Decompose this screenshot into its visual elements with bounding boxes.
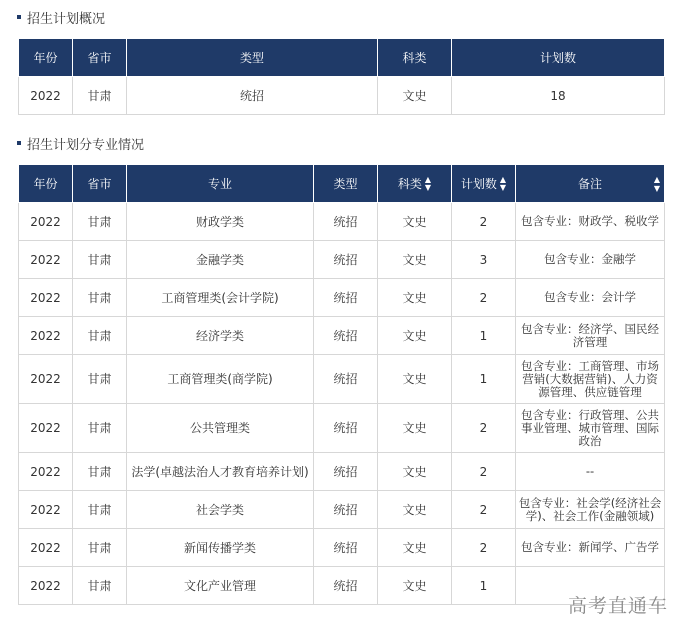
cell-year: 2022 xyxy=(19,404,73,453)
detail-header-year: 年份 xyxy=(19,165,73,203)
cell-major: 文化产业管理 xyxy=(127,567,314,605)
cell-major: 金融学类 xyxy=(127,241,314,279)
cell-province: 甘肃 xyxy=(73,279,127,317)
cell-plan: 1 xyxy=(452,317,516,355)
cell-note: 包含专业：金融学 xyxy=(516,241,665,279)
cell-category: 文史 xyxy=(378,317,452,355)
cell-plan: 2 xyxy=(452,203,516,241)
summary-row xyxy=(19,77,665,115)
cell-category: 文史 xyxy=(378,491,452,529)
cell-major: 公共管理类 xyxy=(127,404,314,453)
table-row xyxy=(19,453,665,491)
cell-category: 文史 xyxy=(378,279,452,317)
table-row xyxy=(19,241,665,279)
summary-header-province: 省市 xyxy=(73,39,127,77)
cell-category: 文史 xyxy=(378,567,452,605)
watermark: 高考直通车 xyxy=(567,595,668,617)
summary-header-plan: 计划数 xyxy=(452,39,665,77)
cell-note: 包含专业：社会学(经济社会学)、社会工作(金融领域) xyxy=(516,491,665,529)
cell-province: 甘肃 xyxy=(73,529,127,567)
cell-province: 甘肃 xyxy=(73,355,127,404)
cell-province: 甘肃 xyxy=(73,317,127,355)
summary-cell-year: 2022 xyxy=(19,77,73,115)
cell-year: 2022 xyxy=(19,317,73,355)
cell-province: 甘肃 xyxy=(73,241,127,279)
cell-category: 文史 xyxy=(378,529,452,567)
cell-major: 经济学类 xyxy=(127,317,314,355)
detail-header-category[interactable] xyxy=(378,165,452,203)
cell-plan: 2 xyxy=(452,404,516,453)
cell-category: 文史 xyxy=(378,404,452,453)
cell-type: 统招 xyxy=(314,279,378,317)
cell-type: 统招 xyxy=(314,241,378,279)
cell-province: 甘肃 xyxy=(73,404,127,453)
cell-plan: 1 xyxy=(452,567,516,605)
cell-province: 甘肃 xyxy=(73,567,127,605)
sort-icon[interactable]: ▲ ▼ xyxy=(424,175,432,193)
cell-year: 2022 xyxy=(19,203,73,241)
detail-header-plan[interactable] xyxy=(452,165,516,203)
cell-note: 包含专业：财政学、税收学 xyxy=(516,203,665,241)
table-row xyxy=(19,404,665,453)
summary-title-text: 招生计划概况 xyxy=(27,11,106,27)
cell-major: 工商管理类(会计学院) xyxy=(127,279,314,317)
cell-note: 包含专业：经济学、国民经济管理 xyxy=(516,317,665,355)
cell-type: 统招 xyxy=(314,567,378,605)
cell-type: 统招 xyxy=(314,317,378,355)
cell-plan: 3 xyxy=(452,241,516,279)
detail-header-type: 类型 xyxy=(314,165,378,203)
cell-category: 文史 xyxy=(378,203,452,241)
bullet-icon xyxy=(17,15,21,19)
cell-plan: 2 xyxy=(452,529,516,567)
cell-major: 新闻传播学类 xyxy=(127,529,314,567)
cell-type: 统招 xyxy=(314,404,378,453)
cell-note: -- xyxy=(516,453,665,491)
cell-type: 统招 xyxy=(314,203,378,241)
summary-cell-category: 文史 xyxy=(378,77,452,115)
summary-table xyxy=(18,38,665,115)
cell-year: 2022 xyxy=(19,453,73,491)
cell-major: 法学(卓越法治人才教育培养计划) xyxy=(127,453,314,491)
cell-category: 文史 xyxy=(378,453,452,491)
table-row xyxy=(19,491,665,529)
detail-header-note[interactable] xyxy=(516,165,665,203)
summary-cell-plan: 18 xyxy=(452,77,665,115)
cell-major: 财政学类 xyxy=(127,203,314,241)
bullet-icon xyxy=(17,141,21,145)
summary-header-year: 年份 xyxy=(19,39,73,77)
summary-section-title xyxy=(17,7,105,27)
cell-type: 统招 xyxy=(314,453,378,491)
cell-type: 统招 xyxy=(314,355,378,404)
cell-plan: 2 xyxy=(452,491,516,529)
cell-plan: 2 xyxy=(452,453,516,491)
cell-major: 工商管理类(商学院) xyxy=(127,355,314,404)
cell-year: 2022 xyxy=(19,567,73,605)
summary-header-type: 类型 xyxy=(127,39,378,77)
cell-plan: 1 xyxy=(452,355,516,404)
detail-title-text: 招生计划分专业情况 xyxy=(27,137,145,153)
summary-header-row xyxy=(19,39,665,77)
sort-icon[interactable]: ▲ ▼ xyxy=(653,174,660,193)
table-row xyxy=(19,279,665,317)
cell-note: 包含专业：工商管理、市场营销(大数据营销)、人力资源管理、供应链管理 xyxy=(516,355,665,404)
cell-year: 2022 xyxy=(19,241,73,279)
table-row xyxy=(19,529,665,567)
cell-type: 统招 xyxy=(314,529,378,567)
detail-header-province: 省市 xyxy=(73,165,127,203)
detail-header-row xyxy=(19,165,665,203)
cell-category: 文史 xyxy=(378,241,452,279)
cell-note: 包含专业：新闻学、广告学 xyxy=(516,529,665,567)
cell-plan: 2 xyxy=(452,279,516,317)
cell-type: 统招 xyxy=(314,491,378,529)
cell-year: 2022 xyxy=(19,491,73,529)
detail-header-category-label: 科类 xyxy=(397,176,422,191)
cell-province: 甘肃 xyxy=(73,203,127,241)
table-row xyxy=(19,317,665,355)
table-row xyxy=(19,355,665,404)
summary-cell-type: 统招 xyxy=(127,77,378,115)
detail-header-plan-label: 计划数 xyxy=(460,176,497,191)
cell-major: 社会学类 xyxy=(127,491,314,529)
cell-note: 包含专业：行政管理、公共事业管理、城市管理、国际政治 xyxy=(516,404,665,453)
sort-icon[interactable]: ▲ ▼ xyxy=(499,175,507,193)
cell-note: 包含专业：会计学 xyxy=(516,279,665,317)
detail-header-major: 专业 xyxy=(127,165,314,203)
summary-header-category: 科类 xyxy=(378,39,452,77)
cell-year: 2022 xyxy=(19,529,73,567)
detail-table xyxy=(18,164,665,605)
detail-header-note-label: 备注 xyxy=(577,177,602,191)
cell-province: 甘肃 xyxy=(73,491,127,529)
cell-year: 2022 xyxy=(19,279,73,317)
summary-cell-province: 甘肃 xyxy=(73,77,127,115)
cell-year: 2022 xyxy=(19,355,73,404)
cell-province: 甘肃 xyxy=(73,453,127,491)
table-row xyxy=(19,203,665,241)
detail-section-title xyxy=(17,133,144,153)
cell-category: 文史 xyxy=(378,355,452,404)
